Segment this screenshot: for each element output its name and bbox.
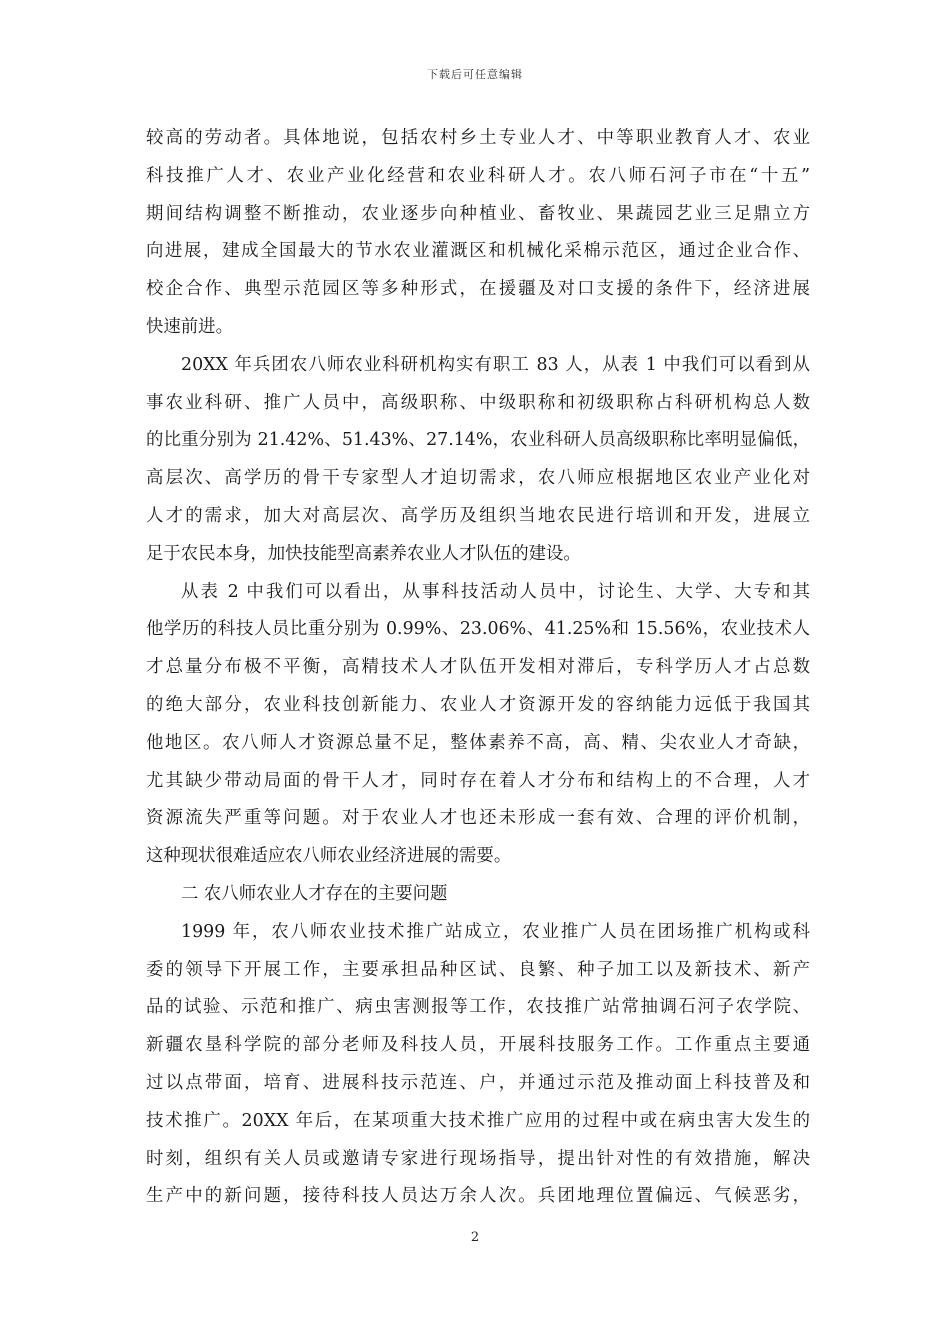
text-line: 生产中的新问题，接待科技人员达万余人次。兵团地理位置偏远、气候恶劣， — [146, 1186, 810, 1207]
text-line: 资源流失严重等问题。对于农业人才也还未形成一套有效、合理的评价机制， — [146, 808, 810, 829]
paragraph-1 — [146, 120, 810, 347]
text-line: 他学历的科技人员比重分别为 0.99%、23.06%、41.25%和 15.56%，农业技术人 — [146, 619, 810, 640]
text-line: 事农业科研、推广人员中，高级职称、中级职称和初级职称占科研机构总人数 — [146, 392, 810, 413]
text-line: 科技推广人才、农业产业化经营和农业科研人才。农八师石河子市在“十五” — [146, 165, 810, 186]
text-line: 足于农民本身，加快技能型高素养农业人才队伍的建设。 — [146, 543, 581, 564]
text-line: 20XX 年兵团农八师农业科研机构实有职工 83 人，从表 1 中我们可以看到从 — [181, 354, 810, 375]
text-line: 品的试验、示范和推广、病虫害测报等工作，农技推广站常抽调石河子农学院、 — [146, 997, 810, 1018]
text-line: 新疆农垦科学院的部分老师及科技人员，开展科技服务工作。工作重点主要通 — [146, 1035, 810, 1056]
document-body — [146, 120, 810, 1216]
text-line: 委的领导下开展工作，主要承担品种区试、良繁、种子加工以及新技术、新产 — [146, 959, 810, 980]
paragraph-3 — [146, 574, 810, 876]
text-line: 时刻，组织有关人员或邀请专家进行现场指导，提出针对性的有效措施，解决 — [146, 1148, 810, 1169]
text-line: 尤其缺少带动局面的骨干人才，同时存在着人才分布和结构上的不合理，人才 — [146, 770, 810, 791]
text-line: 他地区。农八师人才资源总量不足，整体素养不高，高、精、尖农业人才奇缺， — [146, 732, 810, 753]
text-line: 才总量分布极不平衡，高精技术人才队伍开发相对滞后，专科学历人才占总数 — [146, 657, 810, 678]
text-line: 这种现状很难适应农八师农业经济进展的需要。 — [146, 846, 512, 867]
text-line: 较高的劳动者。具体地说，包括农村乡土专业人才、中等职业教育人才、农业 — [146, 128, 810, 148]
page-header: 下载后可任意编辑 — [427, 68, 523, 81]
text-line: 的绝大部分，农业科技创新能力、农业人才资源开发的容纳能力远低于我国其 — [146, 694, 810, 715]
text-line: 高层次、高学历的骨干专家型人才迫切需求，农八师应根据地区农业产业化对 — [146, 468, 810, 489]
page-number: 2 — [470, 1230, 480, 1245]
text-line: 从表 2 中我们可以看出，从事科技活动人员中，讨论生、大学、大专和其 — [181, 581, 810, 602]
section-heading: 二 农八师农业人才存在的主要问题 — [181, 883, 448, 904]
text-line: 校企合作、典型示范园区等多种形式，在援疆及对口支援的条件下，经济进展 — [146, 279, 810, 300]
text-line: 技术推广。20XX 年后，在某项重大技术推广应用的过程中或在病虫害大发生的 — [146, 1110, 810, 1131]
text-line: 向进展，建成全国最大的节水农业灌溉区和机械化采棉示范区，通过企业合作、 — [146, 241, 810, 262]
text-line: 快速前进。 — [146, 316, 233, 337]
paragraph-4 — [146, 914, 810, 1216]
paragraph-2 — [146, 347, 810, 574]
text-line: 期间结构调整不断推动，农业逐步向种植业、畜牧业、果蔬园艺业三足鼎立方 — [146, 203, 810, 224]
text-line: 人才的需求，加大对高层次、高学历及组织当地农民进行培训和开发，进展立 — [146, 505, 810, 526]
text-line: 1999 年，农八师农业技术推广站成立，农业推广人员在团场推广机构或科 — [181, 921, 810, 942]
text-line: 的比重分别为 21.42%、51.43%、27.14%，农业科研人员高级职称比率明显偏低， — [146, 430, 810, 451]
text-line: 过以点带面，培育、进展科技示范连、户，并通过示范及推动面上科技普及和 — [146, 1072, 810, 1093]
